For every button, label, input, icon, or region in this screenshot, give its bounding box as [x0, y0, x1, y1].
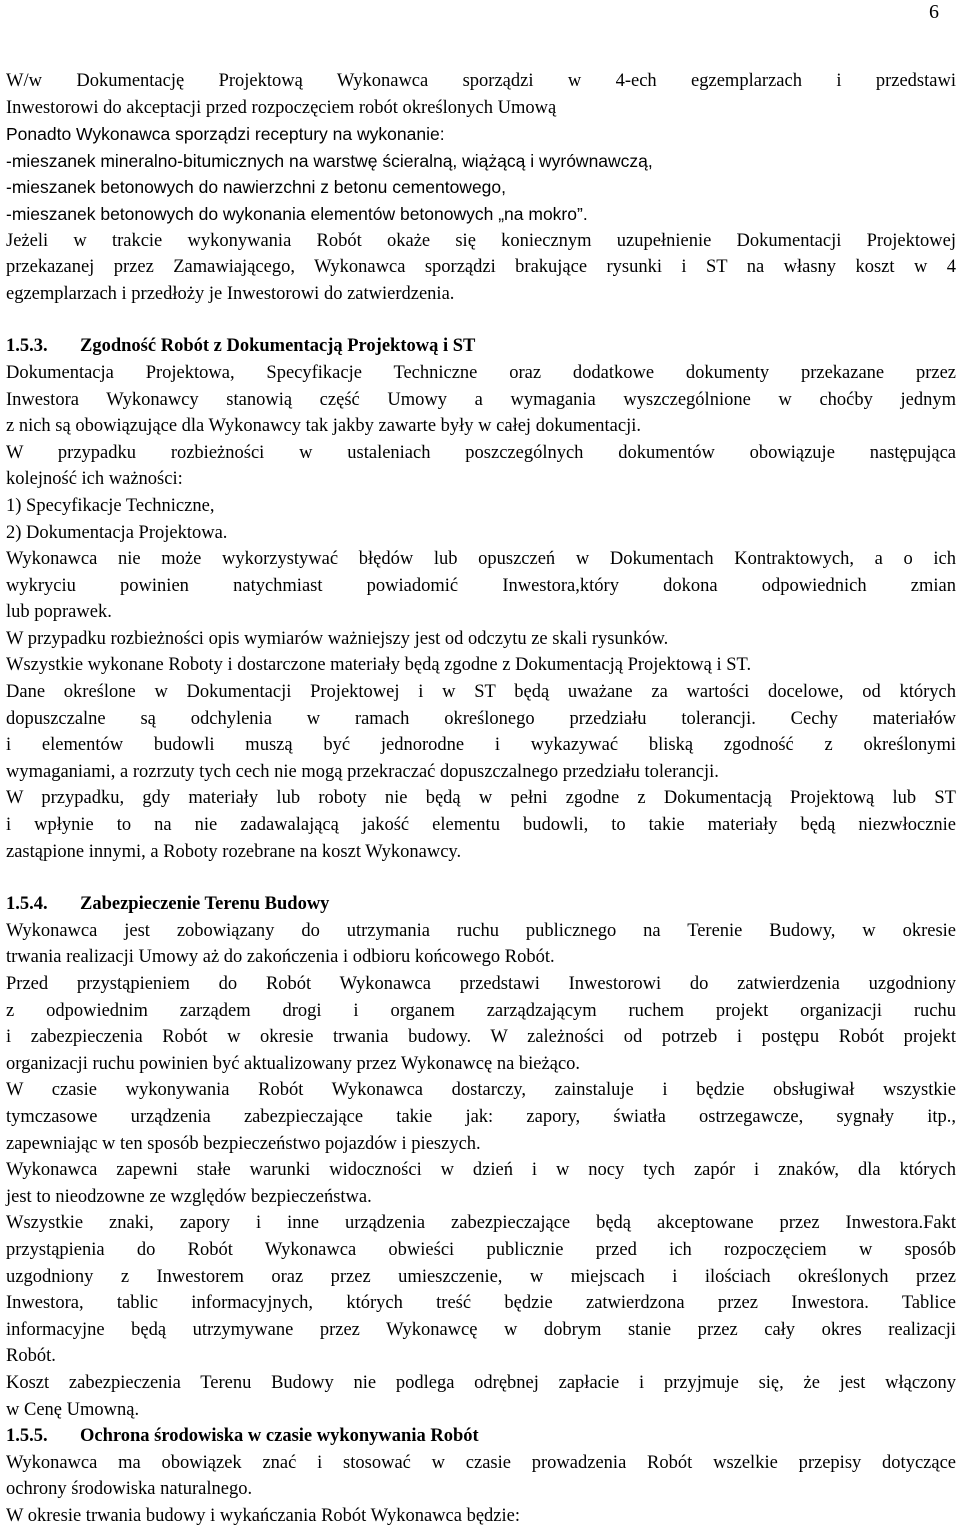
section-heading: [6, 333, 956, 360]
list-item: 2) Dokumentacja Projektowa.: [6, 522, 228, 543]
text-line: zastąpione innymi, a Roboty rozebrane na koszt Wykonawcy.: [6, 841, 462, 862]
text-line: Jeżeli w trakcie wykonywania Robót okaże się koniecznym uzupełnienie Dokumentacji Projektowej: [6, 230, 956, 251]
text-line: lub poprawek.: [6, 602, 112, 623]
text-line: Wykonawca ma obowiązek znać i stosować w czasie prowadzenia Robót wszelkie przepisy dotyczące: [6, 1452, 956, 1473]
section-title: Zabezpieczenie Terenu Budowy: [80, 894, 330, 915]
section-heading: [6, 891, 956, 918]
text-line: i zabezpieczenia Robót w okresie trwania budowy. W zależności od potrzeb i postępu Robót projekt: [6, 1027, 956, 1048]
section-number: 1.5.3.: [6, 336, 48, 357]
uzupelnienie-paragraph: [6, 228, 956, 308]
text-line: W przypadku rozbieżności w ustaleniach poszczególnych dokumentów obowiązuje następująca: [6, 442, 956, 463]
text-line: trwania realizacji Umowy aż do zakończenia i odbioru końcowego Robót.: [6, 947, 555, 968]
text-line: Wykonawca nie może wykorzystywać błędów lub opuszczeń w Dokumentach Kontraktowych, a o ich: [6, 549, 956, 570]
text-line: Wszystkie wykonane Roboty i dostarczone materiały będą zgodne z Dokumentacją Projektową i ST.: [6, 655, 752, 676]
text-line: Ponadto Wykonawca sporządzi receptury na wykonanie:: [6, 124, 445, 145]
text-line: W okresie trwania budowy i wykańczania Robót Wykonawca będzie:: [6, 1505, 520, 1526]
document-body: [6, 68, 956, 1529]
text-line: i elementów budowli muszą być jednorodne i wykazywać bliską zgodność z określonymi: [6, 735, 956, 756]
text-line: wymaganiami, a rozrzuty tych cech nie mogą przekraczać dopuszczalnego przedziału tolerancji.: [6, 761, 719, 782]
text-line: W/w Dokumentację Projektową Wykonawca sporządzi w 4-ech egzemplarzach i przedstawi: [6, 71, 956, 91]
text-line: tymczasowe urządzenia zabezpieczające takie jak: zapory, światła ostrzegawcze, sygnały itp.,: [6, 1106, 956, 1127]
intro-paragraph: [6, 68, 956, 121]
text-line: kolejność ich ważności:: [6, 469, 183, 490]
text-line: i wpłynie to na nie zadawalającą jakość elementu budowli, to takie materiały będą niezwłocznie: [6, 815, 956, 836]
text-line: -mieszanek betonowych do wykonania elementów betonowych „na mokro”.: [6, 203, 588, 224]
text-line: organizacji ruchu powinien być aktualizowany przez Wykonawcę na bieżąco.: [6, 1053, 581, 1074]
text-line: z nich są obowiązujące dla Wykonawcy tak jakby zawarte były w całej dokumentacji.: [6, 416, 642, 437]
text-line: uzgodniony z Inwestorem oraz przez umieszczenie, w miejscach i ilościach określonych przez: [6, 1266, 956, 1287]
text-line: Wykonawca zapewni stałe warunki widoczności w dzień i w nocy tych zapór i znaków, dla których: [6, 1160, 956, 1181]
text-line: Dokumentacja Projektowa, Specyfikacje Techniczne oraz dodatkowe dokumenty przekazane przez: [6, 362, 956, 383]
section-title: Ochrona środowiska w czasie wykonywania Robót: [80, 1426, 479, 1447]
text-line: Wszystkie znaki, zapory i inne urządzenia zabezpieczające będą akceptowane przez Inwestora.Fakt: [6, 1213, 956, 1234]
text-line: przystąpienia do Robót Wykonawca obwieści publicznie przed ich rozpoczęciem w sposób: [6, 1239, 956, 1260]
text-line: -mieszanek betonowych do nawierzchni z betonu cementowego,: [6, 177, 507, 198]
page-number: 6: [929, 1, 939, 23]
text-line: Koszt zabezpieczenia Terenu Budowy nie podlega odrębnej zapłacie i przyjmuje się, że jest włączony: [6, 1372, 956, 1393]
text-line: informacyjne będą utrzymywane przez Wykonawcę w dobrym stanie przez cały okres realizacji: [6, 1319, 956, 1340]
text-line: przekazanej przez Zamawiającego, Wykonawca sporządzi brakujące rysunki i ST na własny koszt w 4: [6, 257, 956, 278]
section-number: 1.5.5.: [6, 1426, 48, 1447]
text-line: W przypadku, gdy materiały lub roboty nie będą w pełni zgodne z Dokumentacją Projektową lub ST: [6, 788, 956, 809]
text-line: Dane określone w Dokumentacji Projektowej i w ST będą uważane za wartości docelowe, od których: [6, 682, 956, 703]
section-heading: [6, 1423, 956, 1450]
section-1-5-4: [6, 891, 956, 1423]
text-line: Wykonawca jest zobowiązany do utrzymania ruchu publicznego na Terenie Budowy, w okresie: [6, 920, 956, 941]
text-line: Inwestora, tablic informacyjnych, których treść będzie zatwierdzona przez Inwestora. Tablice: [6, 1293, 956, 1314]
list-item: 1) Specyfikacje Techniczne,: [6, 495, 215, 516]
section-title: Zgodność Robót z Dokumentacją Projektową i ST: [80, 336, 476, 357]
text-line: W czasie wykonywania Robót Wykonawca dostarczy, zainstaluje i będzie obsługiwał wszystkie: [6, 1080, 956, 1101]
text-line: zapewniając w ten sposób bezpieczeństwo pojazdów i pieszych.: [6, 1133, 481, 1154]
text-line: Inwestorowi do akceptacji przed rozpoczęciem robót określonych Umową: [6, 97, 557, 118]
text-line: wykryciu powinien natychmiast powiadomić Inwestora,który dokona odpowiednich zmian: [6, 575, 956, 596]
section-1-5-3: [6, 333, 956, 865]
receptury-paragraph: [6, 121, 956, 227]
section-1-5-5: [6, 1423, 956, 1529]
text-line: egzemplarzach i przedłoży je Inwestorowi do zatwierdzenia.: [6, 283, 455, 304]
text-line: W przypadku rozbieżności opis wymiarów ważniejszy jest od odczytu ze skali rysunków.: [6, 628, 669, 649]
text-line: jest to nieodzowne ze względów bezpieczeństwa.: [6, 1186, 372, 1207]
text-line: ochrony środowiska naturalnego.: [6, 1479, 253, 1500]
text-line: w Cenę Umowną.: [6, 1399, 140, 1420]
text-line: -mieszanek mineralno-bitumicznych na warstwę ścieralną, wiążącą i wyrównawczą,: [6, 150, 653, 171]
text-line: Robót.: [6, 1346, 56, 1367]
text-line: dopuszczalne są odchylenia w ramach określonego przedziału tolerancji. Cechy materiałów: [6, 708, 956, 729]
text-line: Inwestora Wykonawcy stanowią część Umowy a wymagania wyszczególnione w choćby jednym: [6, 389, 956, 410]
section-number: 1.5.4.: [6, 894, 48, 915]
text-line: Przed przystąpieniem do Robót Wykonawca przedstawi Inwestorowi do zatwierdzenia uzgodniony: [6, 974, 956, 994]
text-line: z odpowiednim zarządem drogi i organem zarządzającym ruchem projekt organizacji ruchu: [6, 1000, 956, 1021]
